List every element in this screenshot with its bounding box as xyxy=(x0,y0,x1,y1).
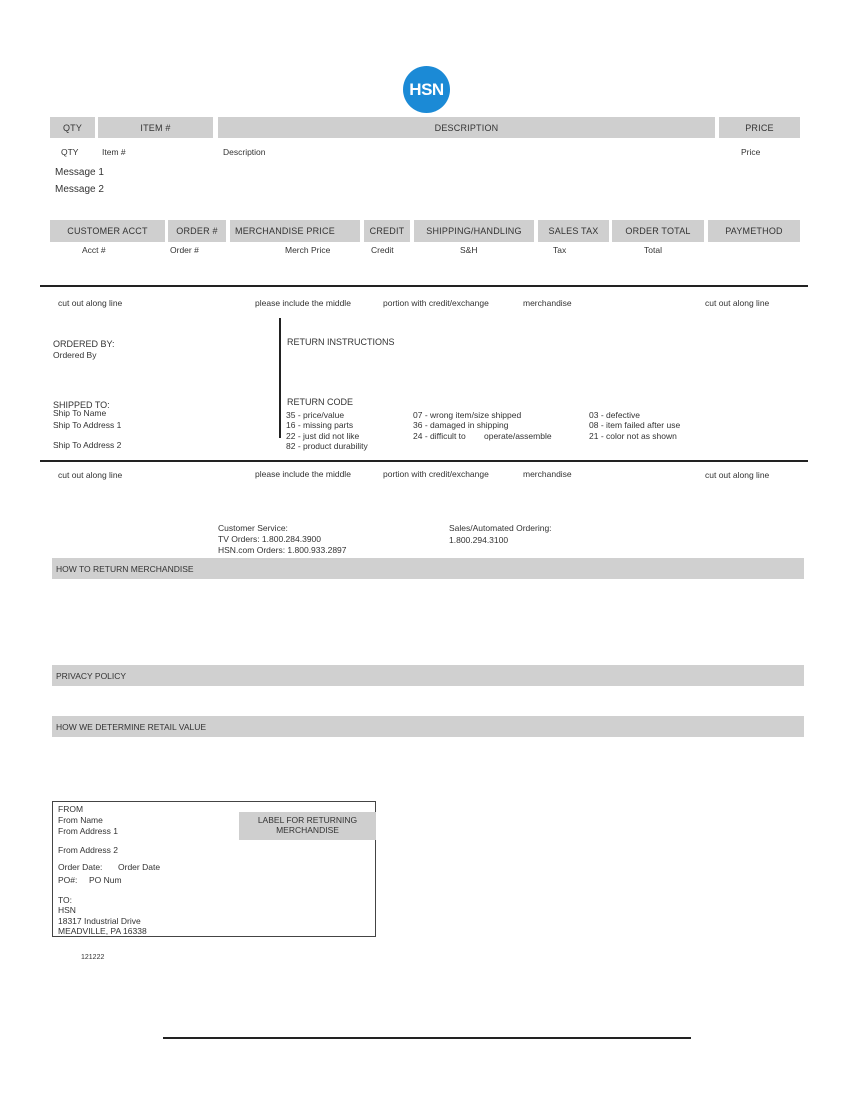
order-date-label: Order Date: xyxy=(58,862,103,872)
header-description: DESCRIPTION xyxy=(218,117,715,138)
sales-label: Sales/Automated Ordering: xyxy=(449,523,552,533)
ship-to-address-2: Ship To Address 2 xyxy=(53,440,122,450)
header-order: ORDER # xyxy=(168,220,226,242)
cut-text-middle-2-2: portion with credit/exchange xyxy=(383,469,489,479)
row-order: Order # xyxy=(170,245,199,255)
return-code-36: 36 - damaged in shipping xyxy=(413,420,509,430)
cut-text-middle-3-2: merchandise xyxy=(523,469,572,479)
from-address-2: From Address 2 xyxy=(58,845,118,855)
tv-orders: TV Orders: 1.800.284.3900 xyxy=(218,534,322,544)
message-2: Message 2 xyxy=(55,184,104,195)
po-label: PO#: xyxy=(58,875,78,885)
middle-divider xyxy=(279,318,281,438)
header-customer-acct: CUSTOMER ACCT xyxy=(50,220,165,242)
cut-text-right: cut out along line xyxy=(705,298,770,308)
header-shipping: SHIPPING/HANDLING xyxy=(414,220,534,242)
cut-line-bottom xyxy=(40,460,808,462)
ship-to-address-1: Ship To Address 1 xyxy=(53,420,122,430)
shipped-to-label: SHIPPED TO: xyxy=(53,400,110,410)
cut-text-middle-1: please include the middle xyxy=(255,298,351,308)
header-paymethod: PAYMETHOD xyxy=(708,220,800,242)
section-how-to-return: HOW TO RETURN MERCHANDISE xyxy=(52,558,804,579)
to-city: MEADVILLE, PA 16338 xyxy=(58,926,147,936)
header-merch-price: MERCHANDISE PRICE xyxy=(230,220,360,242)
customer-service-label: Customer Service: xyxy=(218,523,288,533)
return-code-24: 24 - difficult to xyxy=(413,431,466,441)
return-code-08: 08 - item failed after use xyxy=(589,420,681,430)
cut-text-right-2: cut out along line xyxy=(705,470,770,480)
row-merch: Merch Price xyxy=(285,245,331,255)
row-tax: Tax xyxy=(553,245,567,255)
to-label: TO: xyxy=(58,895,73,905)
message-1: Message 1 xyxy=(55,167,104,178)
to-name: HSN xyxy=(58,905,76,915)
cut-text-left: cut out along line xyxy=(58,298,123,308)
cut-text-middle-2: portion with credit/exchange xyxy=(383,298,489,308)
return-code-03: 03 - defective xyxy=(589,410,641,420)
return-code-24-cont: operate/assemble xyxy=(484,431,552,441)
row-credit: Credit xyxy=(371,245,394,255)
row-total: Total xyxy=(644,245,662,255)
header-qty: QTY xyxy=(50,117,95,138)
cut-line-top xyxy=(40,285,808,287)
hsn-logo xyxy=(403,66,450,113)
return-code-label: RETURN CODE xyxy=(287,397,354,407)
return-code-21: 21 - color not as shown xyxy=(589,431,677,441)
return-code-07: 07 - wrong item/size shipped xyxy=(413,410,522,420)
return-instructions-label: RETURN INSTRUCTIONS xyxy=(287,337,395,347)
order-date-value: Order Date xyxy=(118,862,161,872)
return-code-16: 16 - missing parts xyxy=(286,420,354,430)
return-code-22: 22 - just did not like xyxy=(286,431,360,441)
cut-text-middle-3: merchandise xyxy=(523,298,572,308)
po-value: PO Num xyxy=(89,875,122,885)
header-price: PRICE xyxy=(719,117,800,138)
row-item: Item # xyxy=(102,147,126,157)
ordered-by-value: Ordered By xyxy=(53,350,97,360)
bottom-rule xyxy=(163,1037,691,1039)
header-item: ITEM # xyxy=(98,117,213,138)
row-description: Description xyxy=(223,147,266,157)
ordered-by-label: ORDERED BY: xyxy=(53,339,115,349)
web-orders: HSN.com Orders: 1.800.933.2897 xyxy=(218,545,347,555)
row-acct: Acct # xyxy=(82,245,106,255)
from-address-1: From Address 1 xyxy=(58,826,118,836)
row-shipping: S&H xyxy=(460,245,478,255)
row-qty: QTY xyxy=(61,147,79,157)
header-order-total: ORDER TOTAL xyxy=(612,220,704,242)
cut-text-left-2: cut out along line xyxy=(58,470,123,480)
return-code-35: 35 - price/value xyxy=(286,410,345,420)
section-privacy: PRIVACY POLICY xyxy=(52,665,804,686)
return-label-title: LABEL FOR RETURNING MERCHANDISE xyxy=(239,812,376,840)
footer-code: 121222 xyxy=(81,954,105,961)
sales-phone: 1.800.294.3100 xyxy=(449,535,509,545)
cut-text-middle-1-2: please include the middle xyxy=(255,469,351,479)
row-price: Price xyxy=(741,147,761,157)
to-street: 18317 Industrial Drive xyxy=(58,916,141,926)
from-name: From Name xyxy=(58,815,103,825)
ship-to-name: Ship To Name xyxy=(53,408,107,418)
logo-text: HSN xyxy=(409,79,444,99)
header-sales-tax: SALES TAX xyxy=(538,220,609,242)
header-credit: CREDIT xyxy=(364,220,410,242)
return-code-82: 82 - product durability xyxy=(286,441,368,451)
section-retail-value: HOW WE DETERMINE RETAIL VALUE xyxy=(52,716,804,737)
from-label: FROM xyxy=(58,804,84,814)
